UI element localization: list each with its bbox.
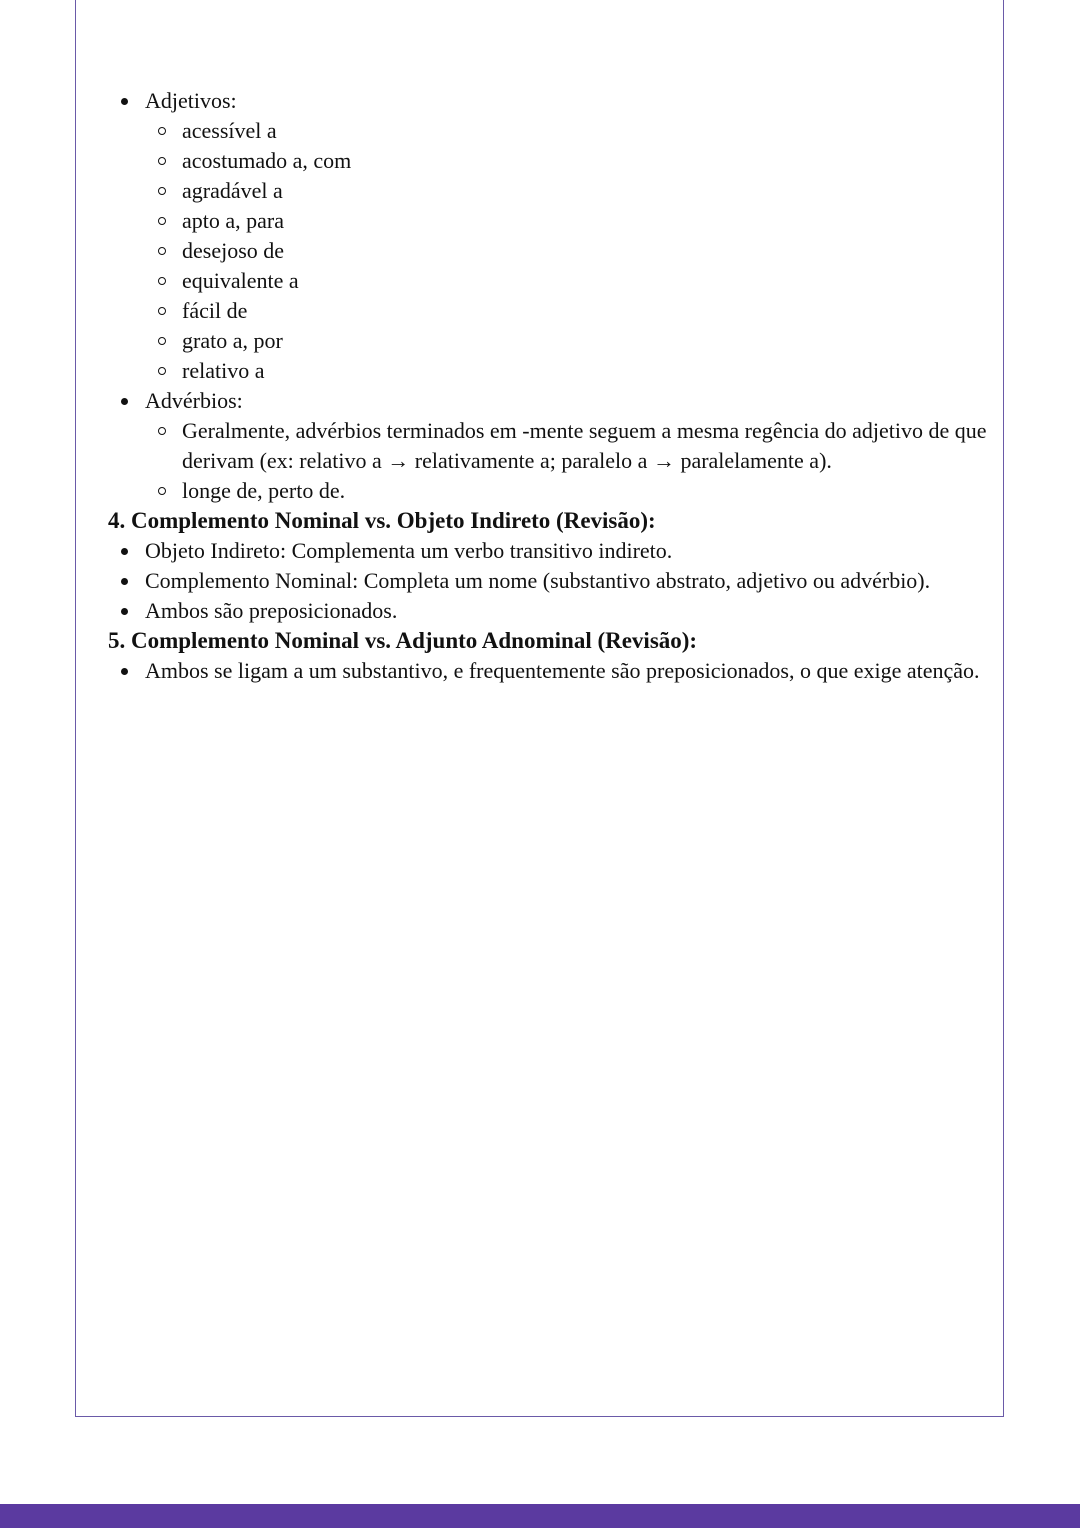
section-5-list <box>108 656 988 686</box>
circle-bullet-icon <box>158 427 166 435</box>
adverbios-label: Advérbios: <box>145 388 243 413</box>
adjetivos-sublist <box>145 116 988 386</box>
list-item <box>145 536 988 566</box>
list-item <box>182 416 988 476</box>
footer-band <box>0 1504 1080 1528</box>
section-4-heading: 4. Complemento Nominal vs. Objeto Indireto (Revisão): <box>108 508 656 533</box>
list-item <box>145 656 988 686</box>
word-class-list <box>108 86 988 506</box>
bullet-icon <box>121 668 128 675</box>
list-item-text: desejoso de <box>182 238 285 263</box>
list-item-adverbios <box>145 386 988 506</box>
list-item-text: grato a, por <box>182 328 283 353</box>
list-item <box>182 116 988 146</box>
circle-bullet-icon <box>158 277 166 285</box>
bullet-icon <box>121 608 128 615</box>
section-4-list <box>108 536 988 626</box>
list-item <box>182 476 988 506</box>
bullet-icon <box>121 98 128 105</box>
circle-bullet-icon <box>158 157 166 165</box>
list-item <box>145 596 988 626</box>
list-item <box>182 326 988 356</box>
list-item-text: Geralmente, advérbios terminados em -mente seguem a mesma regência do adjetivo de que derivam (ex: relativo a → relativamente a; paralelo a → paralelamente a). <box>182 418 987 473</box>
circle-bullet-icon <box>158 217 166 225</box>
adjetivos-label: Adjetivos: <box>145 88 237 113</box>
circle-bullet-icon <box>158 247 166 255</box>
circle-bullet-icon <box>158 367 166 375</box>
list-item-text: Ambos se ligam a um substantivo, e frequentemente são preposicionados, o que exige atenção. <box>145 658 980 683</box>
adverbios-sublist <box>145 416 988 506</box>
circle-bullet-icon <box>158 307 166 315</box>
list-item-text: agradável a <box>182 178 283 203</box>
document-content <box>108 86 988 686</box>
list-item-text: Complemento Nominal: Completa um nome (substantivo abstrato, adjetivo ou advérbio). <box>145 568 931 593</box>
circle-bullet-icon <box>158 487 166 495</box>
list-item <box>182 356 988 386</box>
bullet-icon <box>121 548 128 555</box>
section-5-heading: 5. Complemento Nominal vs. Adjunto Adnominal (Revisão): <box>108 628 698 653</box>
list-item-adjetivos <box>145 86 988 386</box>
list-item-text: relativo a <box>182 358 265 383</box>
bullet-icon <box>121 578 128 585</box>
list-item <box>182 236 988 266</box>
list-item-text: equivalente a <box>182 268 299 293</box>
list-item-text: longe de, perto de. <box>182 478 346 503</box>
bullet-icon <box>121 398 128 405</box>
list-item-text: Objeto Indireto: Complementa um verbo transitivo indireto. <box>145 538 673 563</box>
list-item-text: Ambos são preposicionados. <box>145 598 398 623</box>
list-item-text: acessível a <box>182 118 277 143</box>
list-item <box>182 296 988 326</box>
list-item <box>182 176 988 206</box>
list-item-text: fácil de <box>182 298 248 323</box>
circle-bullet-icon <box>158 187 166 195</box>
list-item <box>182 146 988 176</box>
list-item-text: acostumado a, com <box>182 148 352 173</box>
circle-bullet-icon <box>158 337 166 345</box>
list-item <box>145 566 988 596</box>
list-item <box>182 266 988 296</box>
list-item-text: apto a, para <box>182 208 284 233</box>
list-item <box>182 206 988 236</box>
circle-bullet-icon <box>158 127 166 135</box>
